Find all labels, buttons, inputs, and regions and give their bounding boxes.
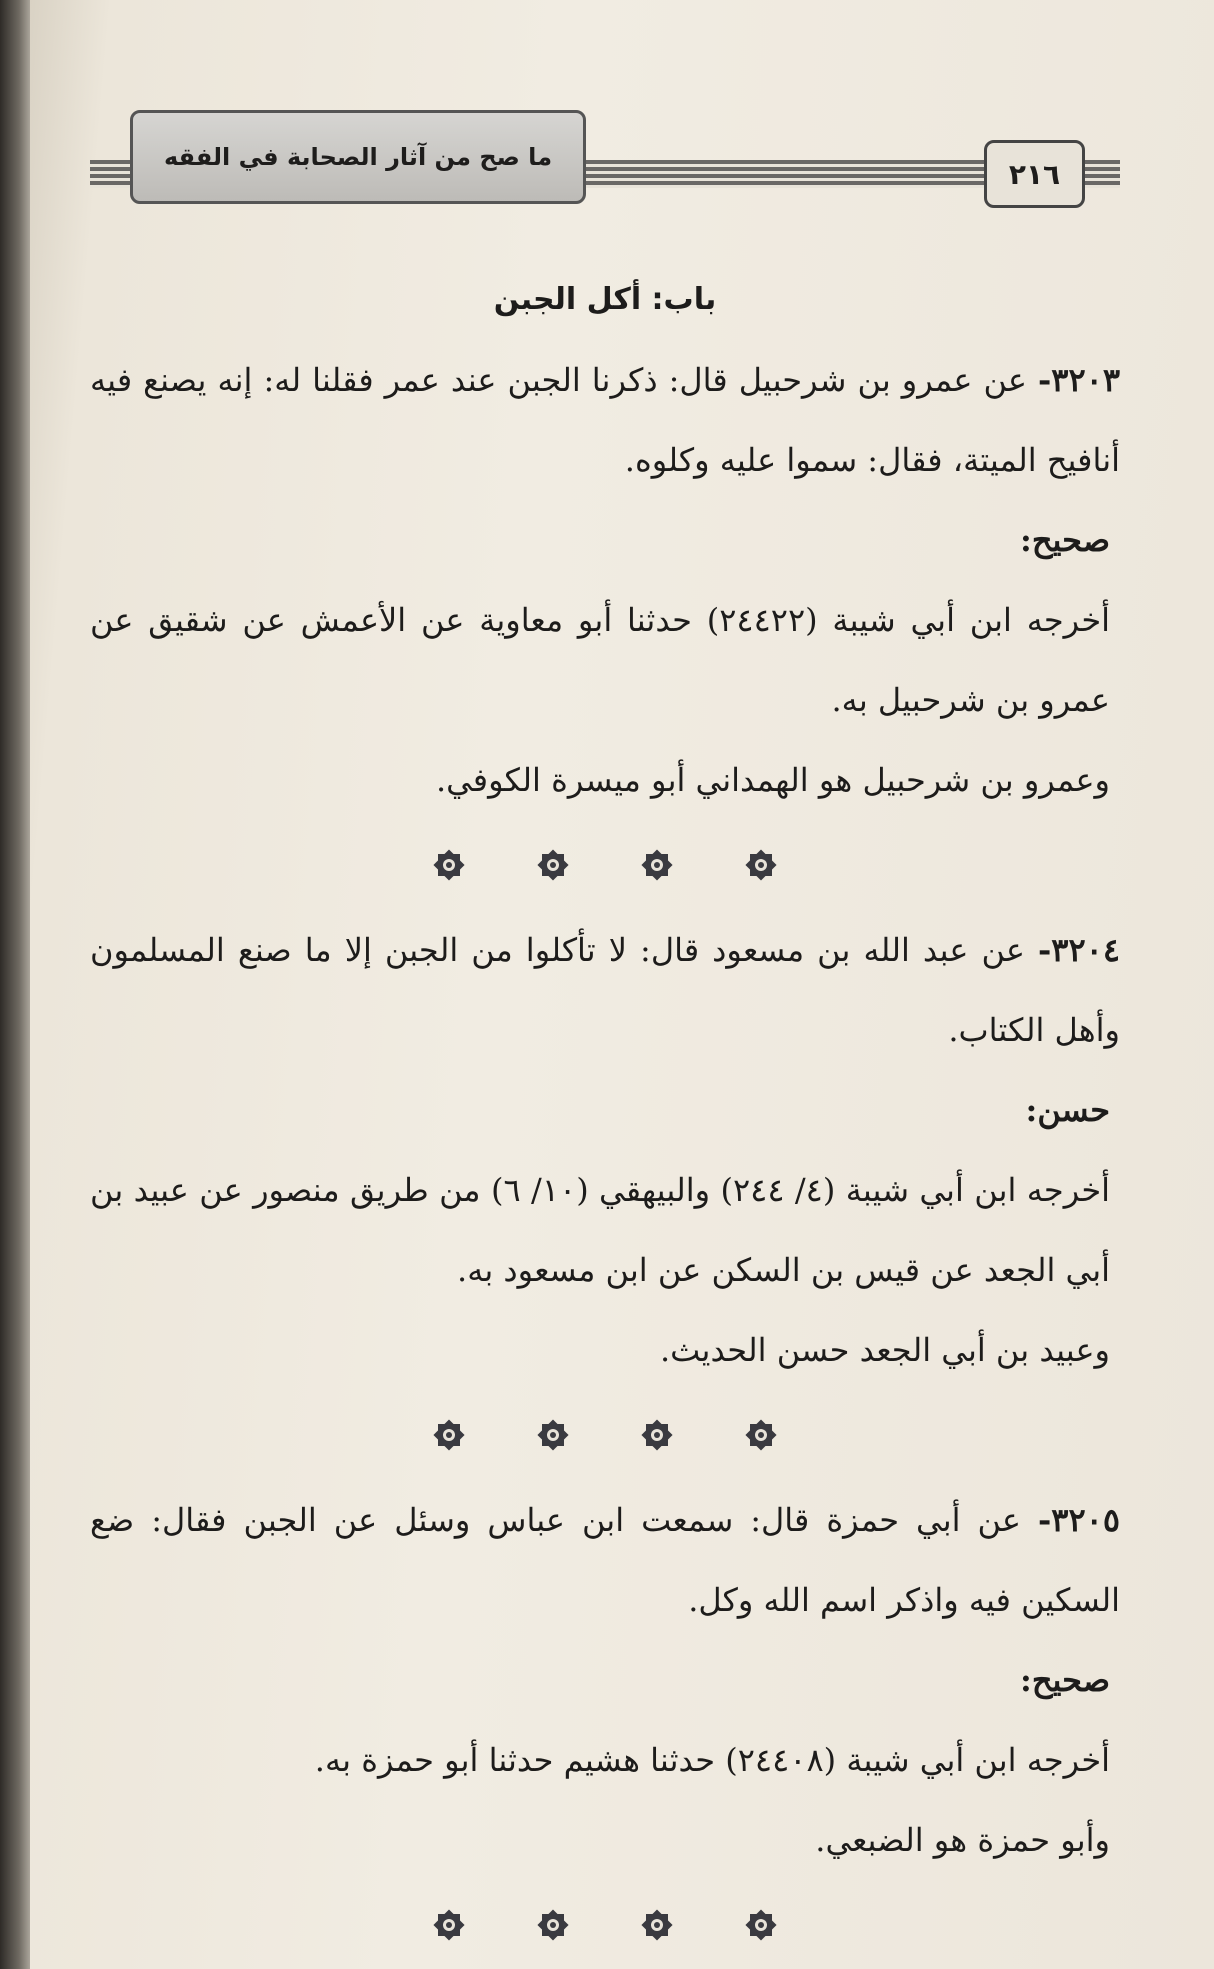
entry-note: وعمرو بن شرحبيل هو الهمداني أبو ميسرة الكوفي. xyxy=(435,761,1110,799)
hadith-entry xyxy=(90,1480,1120,1880)
entry-body: عن عمرو بن شرحبيل قال: ذكرنا الجبن عند عمر فقلنا له: إنه يصنع فيه أنافيح الميتة، فقال: سموا عليه وكلوه. xyxy=(90,361,1120,479)
entry-source: أخرجه ابن أبي شيبة (٢٤٤٠٨) حدثنا هشيم حدثنا أبو حمزة به. xyxy=(314,1741,1110,1779)
entry-source: أخرجه ابن أبي شيبة (٢٤٤٢٢) حدثنا أبو معاوية عن الأعمش عن شقيق عن عمرو بن شرحبيل به. xyxy=(90,601,1111,719)
ornament-star-icon xyxy=(744,1418,778,1452)
ornament-star-icon xyxy=(744,1908,778,1942)
ornament-divider xyxy=(90,820,1120,910)
ornament-star-icon xyxy=(432,848,466,882)
entry-text xyxy=(90,910,1120,1070)
entry-source: أخرجه ابن أبي شيبة (٤/ ٢٤٤) والبيهقي (١٠/ ٦) من طريق منصور عن عبيد بن أبي الجعد عن قيس بن السكن عن ابن مسعود به. xyxy=(90,1171,1111,1289)
header-title-box xyxy=(130,110,586,204)
ornament-divider xyxy=(90,1880,1120,1969)
ornament-star-icon xyxy=(640,1418,674,1452)
ornament-star-icon xyxy=(744,848,778,882)
entry-grade: صحيح: xyxy=(1020,1661,1110,1699)
page-body xyxy=(90,270,1120,1969)
entry-note: وعبيد بن أبي الجعد حسن الحديث. xyxy=(659,1331,1110,1369)
entry-number: ٣٢٠٤- xyxy=(1037,931,1120,969)
entry-text xyxy=(90,1480,1120,1640)
ornament-star-icon xyxy=(432,1418,466,1452)
entry-grade: حسن: xyxy=(1025,1091,1110,1129)
book-page xyxy=(30,0,1214,1969)
page-header xyxy=(90,110,1120,200)
ornament-star-icon xyxy=(640,1908,674,1942)
chapter-heading: باب: أكل الجبن xyxy=(493,282,717,317)
book-title: ما صح من آثار الصحابة في الفقه xyxy=(163,143,553,171)
hadith-entry xyxy=(90,910,1120,1390)
page-number: ٢١٦ xyxy=(1008,157,1061,191)
ornament-star-icon xyxy=(536,1418,570,1452)
ornament-divider xyxy=(90,1390,1120,1480)
entry-grade: صحيح: xyxy=(1020,521,1110,559)
entry-body: عن عبد الله بن مسعود قال: لا تأكلوا من الجبن إلا ما صنع المسلمون وأهل الكتاب. xyxy=(90,931,1120,1049)
ornament-star-icon xyxy=(536,1908,570,1942)
entry-body: عن أبي حمزة قال: سمعت ابن عباس وسئل عن الجبن فقال: ضع السكين فيه واذكر اسم الله وكل. xyxy=(90,1501,1120,1619)
entry-number: ٣٢٠٣- xyxy=(1037,361,1121,399)
entry-note: وأبو حمزة هو الضبعي. xyxy=(815,1821,1110,1859)
ornament-star-icon xyxy=(432,1908,466,1942)
ornament-star-icon xyxy=(640,848,674,882)
hadith-entry xyxy=(90,340,1120,820)
entry-text xyxy=(90,340,1120,500)
page-number-box xyxy=(984,140,1085,208)
entry-number: ٣٢٠٥- xyxy=(1037,1501,1121,1539)
ornament-star-icon xyxy=(536,848,570,882)
